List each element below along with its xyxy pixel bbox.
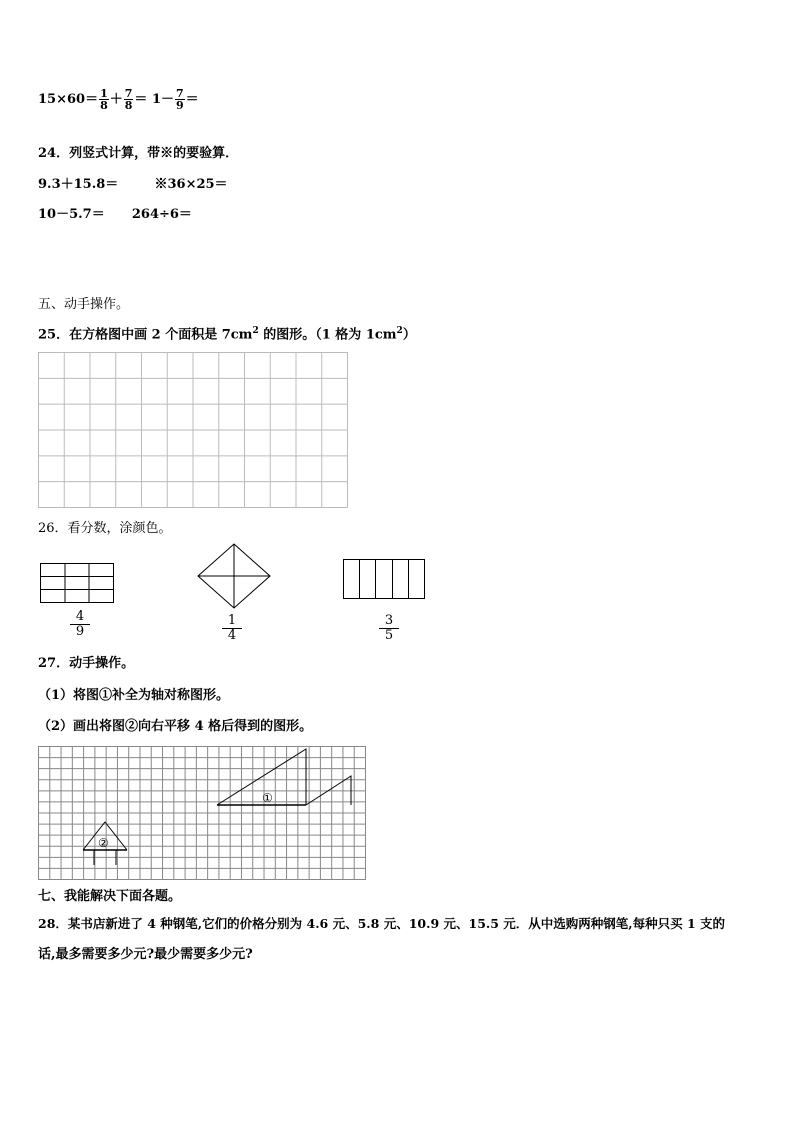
figure-2-label: ② bbox=[98, 836, 109, 850]
q27-square-grid[interactable] bbox=[38, 746, 366, 880]
equals-sign-2: ＝ bbox=[185, 92, 199, 107]
section-5-heading: 五、动手操作。 bbox=[38, 297, 130, 312]
plus-sign: ＋ bbox=[109, 92, 123, 107]
figure-1-label: ① bbox=[262, 791, 273, 805]
q25-superscript-1: 2 bbox=[252, 326, 259, 336]
q23-expression-line bbox=[38, 88, 199, 111]
q27-title: 27．动手操作。 bbox=[38, 656, 135, 671]
expr-15x60: 15×60＝ bbox=[38, 92, 99, 107]
q26-diamond[interactable] bbox=[197, 543, 271, 609]
q25-text-a: 25．在方格图中画 2 个面积是 7cm bbox=[38, 327, 253, 343]
q26-fraction-1: 4 9 bbox=[70, 610, 90, 639]
fraction-7-9: $\frac{7}{9}$ bbox=[176, 87, 184, 112]
equals-sign: ＝ bbox=[134, 92, 148, 107]
q25-text-b: 的图形。（1 格为 1cm bbox=[258, 327, 397, 343]
q24-row2: 10－5.7＝ 264÷6＝ bbox=[38, 207, 192, 222]
q25-title bbox=[38, 323, 416, 343]
q28-line2: 话,最多需要多少元?最少需要多少元? bbox=[38, 947, 253, 962]
q25-superscript-2: 2 bbox=[396, 326, 403, 336]
q28-line1: 28．某书店新进了 4 种钢笔,它们的价格分别为 4.6 元、5.8 元、10.9 元、15.5 元．从中选购两种钢笔,每种只买 1 支的 bbox=[38, 916, 726, 931]
q24-title: 24．列竖式计算，带※的要验算． bbox=[38, 146, 239, 161]
q26-rectangle-5[interactable] bbox=[343, 559, 425, 599]
q25-text-c: ） bbox=[402, 327, 416, 343]
q27-part2: （2）画出将图②向右平移 4 格后得到的图形。 bbox=[38, 719, 313, 734]
q26-rectangle-3x3[interactable] bbox=[40, 563, 114, 603]
q26-fraction-2: 1 4 bbox=[222, 614, 242, 643]
q26-title: 26．看分数，涂颜色。 bbox=[38, 521, 172, 536]
fraction-1-8: $\frac{1}{8}$ bbox=[100, 87, 108, 112]
fraction-7-8: $\frac{7}{8}$ bbox=[124, 87, 133, 112]
expr-1-minus: 1－ bbox=[151, 92, 174, 107]
q26-fraction-3: 3 5 bbox=[379, 614, 399, 643]
section-7-heading: 七、我能解决下面各题。 bbox=[38, 889, 182, 904]
q24-row1: 9.3＋15.8＝ ※36×25＝ bbox=[38, 177, 228, 192]
q25-square-grid[interactable] bbox=[38, 352, 348, 508]
q27-part1: （1）将图①补全为轴对称图形。 bbox=[38, 688, 230, 703]
